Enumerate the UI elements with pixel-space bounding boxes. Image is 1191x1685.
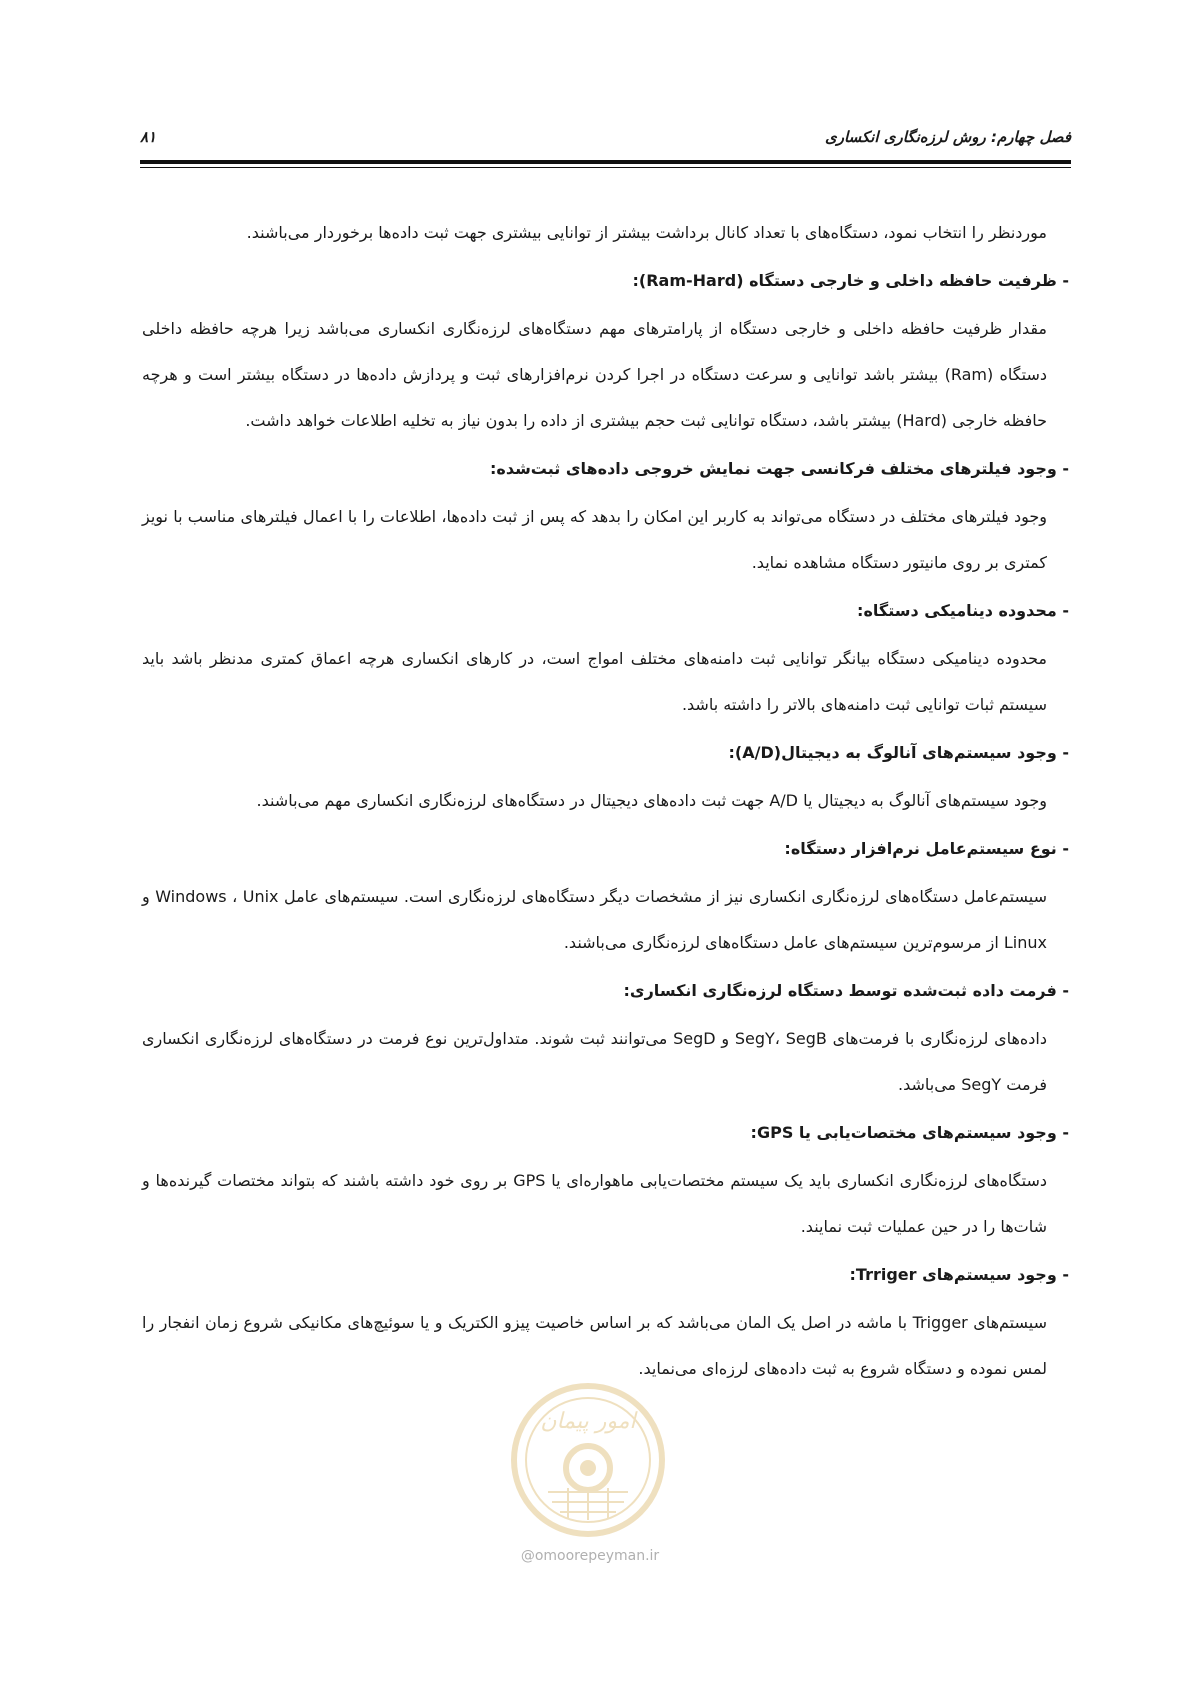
section-heading: - ظرفیت حافظه داخلی و خارجی دستگاه (Ram-Hard):	[632, 271, 1069, 290]
section-ad-converter	[142, 728, 1069, 824]
section-body: سیستم‌های Trigger با ماشه در اصل یک المان می‌باشد که بر اساس خاصیت پیزو الکتریک و یا سوئیچ‌های مکانیکی شروع زمان انفجار را لمس نموده و دستگاه شروع به ثبت داده‌های لرزه‌ای می‌نماید.	[142, 1313, 1048, 1378]
section-heading: - وجود فیلترهای مختلف فرکانسی جهت نمایش خروجی داده‌های ثبت‌شده:	[489, 459, 1069, 478]
section-filters	[142, 444, 1069, 586]
section-dynamic-range	[142, 586, 1069, 728]
section-body: مقدار ظرفیت حافظه داخلی و خارجی دستگاه از پارامترهای مهم دستگاه‌های لرزه‌نگاری انکساری می‌باشد زیرا هرچه حافظه داخلی دستگاه (Ram) بیشتر باشد توانایی و سرعت دستگاه در اجرا کردن نرم‌افزارهای ثبت و پردازش داده‌ها در دستگاه بیشتر است و هرچه حافظه خارجی (Hard) بیشتر باشد، دستگاه توانایی ثبت حجم بیشتری از داده را بدون نیاز به تخلیه اطلاعات خواهد داشت.	[142, 319, 1047, 430]
section-heading: - وجود سیستم‌های آنالوگ به دیجیتال(A/D):	[728, 743, 1069, 762]
section-gps	[142, 1108, 1069, 1250]
watermark-logo-icon	[508, 1380, 668, 1540]
section-heading: - وجود سیستم‌های Trriger:	[849, 1265, 1069, 1284]
watermark-site: @omoorepeyman.ir	[520, 1548, 660, 1564]
page-number: ۸۱	[140, 128, 157, 146]
watermark-logo-text: امور پیمان	[540, 1409, 636, 1434]
section-body: داده‌های لرزه‌نگاری با فرمت‌های SegY، SegB و SegD می‌توانند ثبت شوند. متداول‌ترین نوع فرمت در دستگاه‌های لرزه‌نگاری انکساری فرمت SegY می‌باشد.	[142, 1029, 1048, 1094]
section-operating-system	[142, 824, 1069, 966]
chapter-title: فصل چهارم: روش لرزه‌نگاری انکساری	[824, 128, 1071, 146]
section-body: دستگاه‌های لرزه‌نگاری انکساری باید یک سیستم مختصات‌یابی ماهواره‌ای یا GPS بر روی خود داشته باشند که بتواند مختصات گیرنده‌ها و شات‌ها را در حین عملیات ثبت نمایند.	[142, 1171, 1047, 1236]
section-heading: - فرمت داده ثبت‌شده توسط دستگاه لرزه‌نگاری انکساری:	[623, 981, 1069, 1000]
section-heading: - وجود سیستم‌های مختصات‌یابی یا GPS:	[750, 1123, 1069, 1142]
page-header	[140, 128, 1071, 158]
section-ram-hard	[142, 256, 1069, 444]
header-rule-thick	[140, 160, 1071, 164]
section-body: وجود فیلترهای مختلف در دستگاه می‌تواند به کاربر این امکان را بدهد که پس از ثبت داده‌ها، اطلاعات را با اعمال فیلترهای مناسب با نویز کمتری بر روی مانیتور دستگاه مشاهده نماید.	[142, 507, 1047, 572]
section-body: سیستم‌عامل دستگاه‌های لرزه‌نگاری انکساری نیز از مشخصات دیگر دستگاه‌های لرزه‌نگاری است. سیستم‌های عامل Windows ، Unix و Linux از مرسوم‌ترین سیستم‌های عامل دستگاه‌های لرزه‌نگاری می‌باشند.	[142, 887, 1047, 952]
section-body: محدوده دینامیکی دستگاه بیانگر توانایی ثبت دامنه‌های مختلف امواج است، در کارهای انکساری هرچه اعماق کمتری مدنظر باشد باید سیستم ثبات توانایی ثبت دامنه‌های بالاتر را داشته باشد.	[142, 649, 1047, 714]
section-trigger	[142, 1250, 1069, 1392]
section-body: وجود سیستم‌های آنالوگ به دیجیتال یا A/D جهت ثبت داده‌های دیجیتال در دستگاه‌های لرزه‌نگاری انکساری مهم می‌باشند.	[256, 791, 1047, 810]
intro-paragraph: موردنظر را انتخاب نمود، دستگاه‌های با تعداد کانال برداشت بیشتر از توانایی بیشتری جهت ثبت داده‌ها برخوردار می‌باشند.	[246, 223, 1047, 242]
section-heading: - محدوده دینامیکی دستگاه:	[857, 601, 1069, 620]
section-data-format	[142, 966, 1069, 1108]
header-rule-thin	[140, 167, 1071, 168]
section-heading: - نوع سیستم‌عامل نرم‌افزار دستگاه:	[784, 839, 1069, 858]
body-content	[142, 210, 1069, 1392]
